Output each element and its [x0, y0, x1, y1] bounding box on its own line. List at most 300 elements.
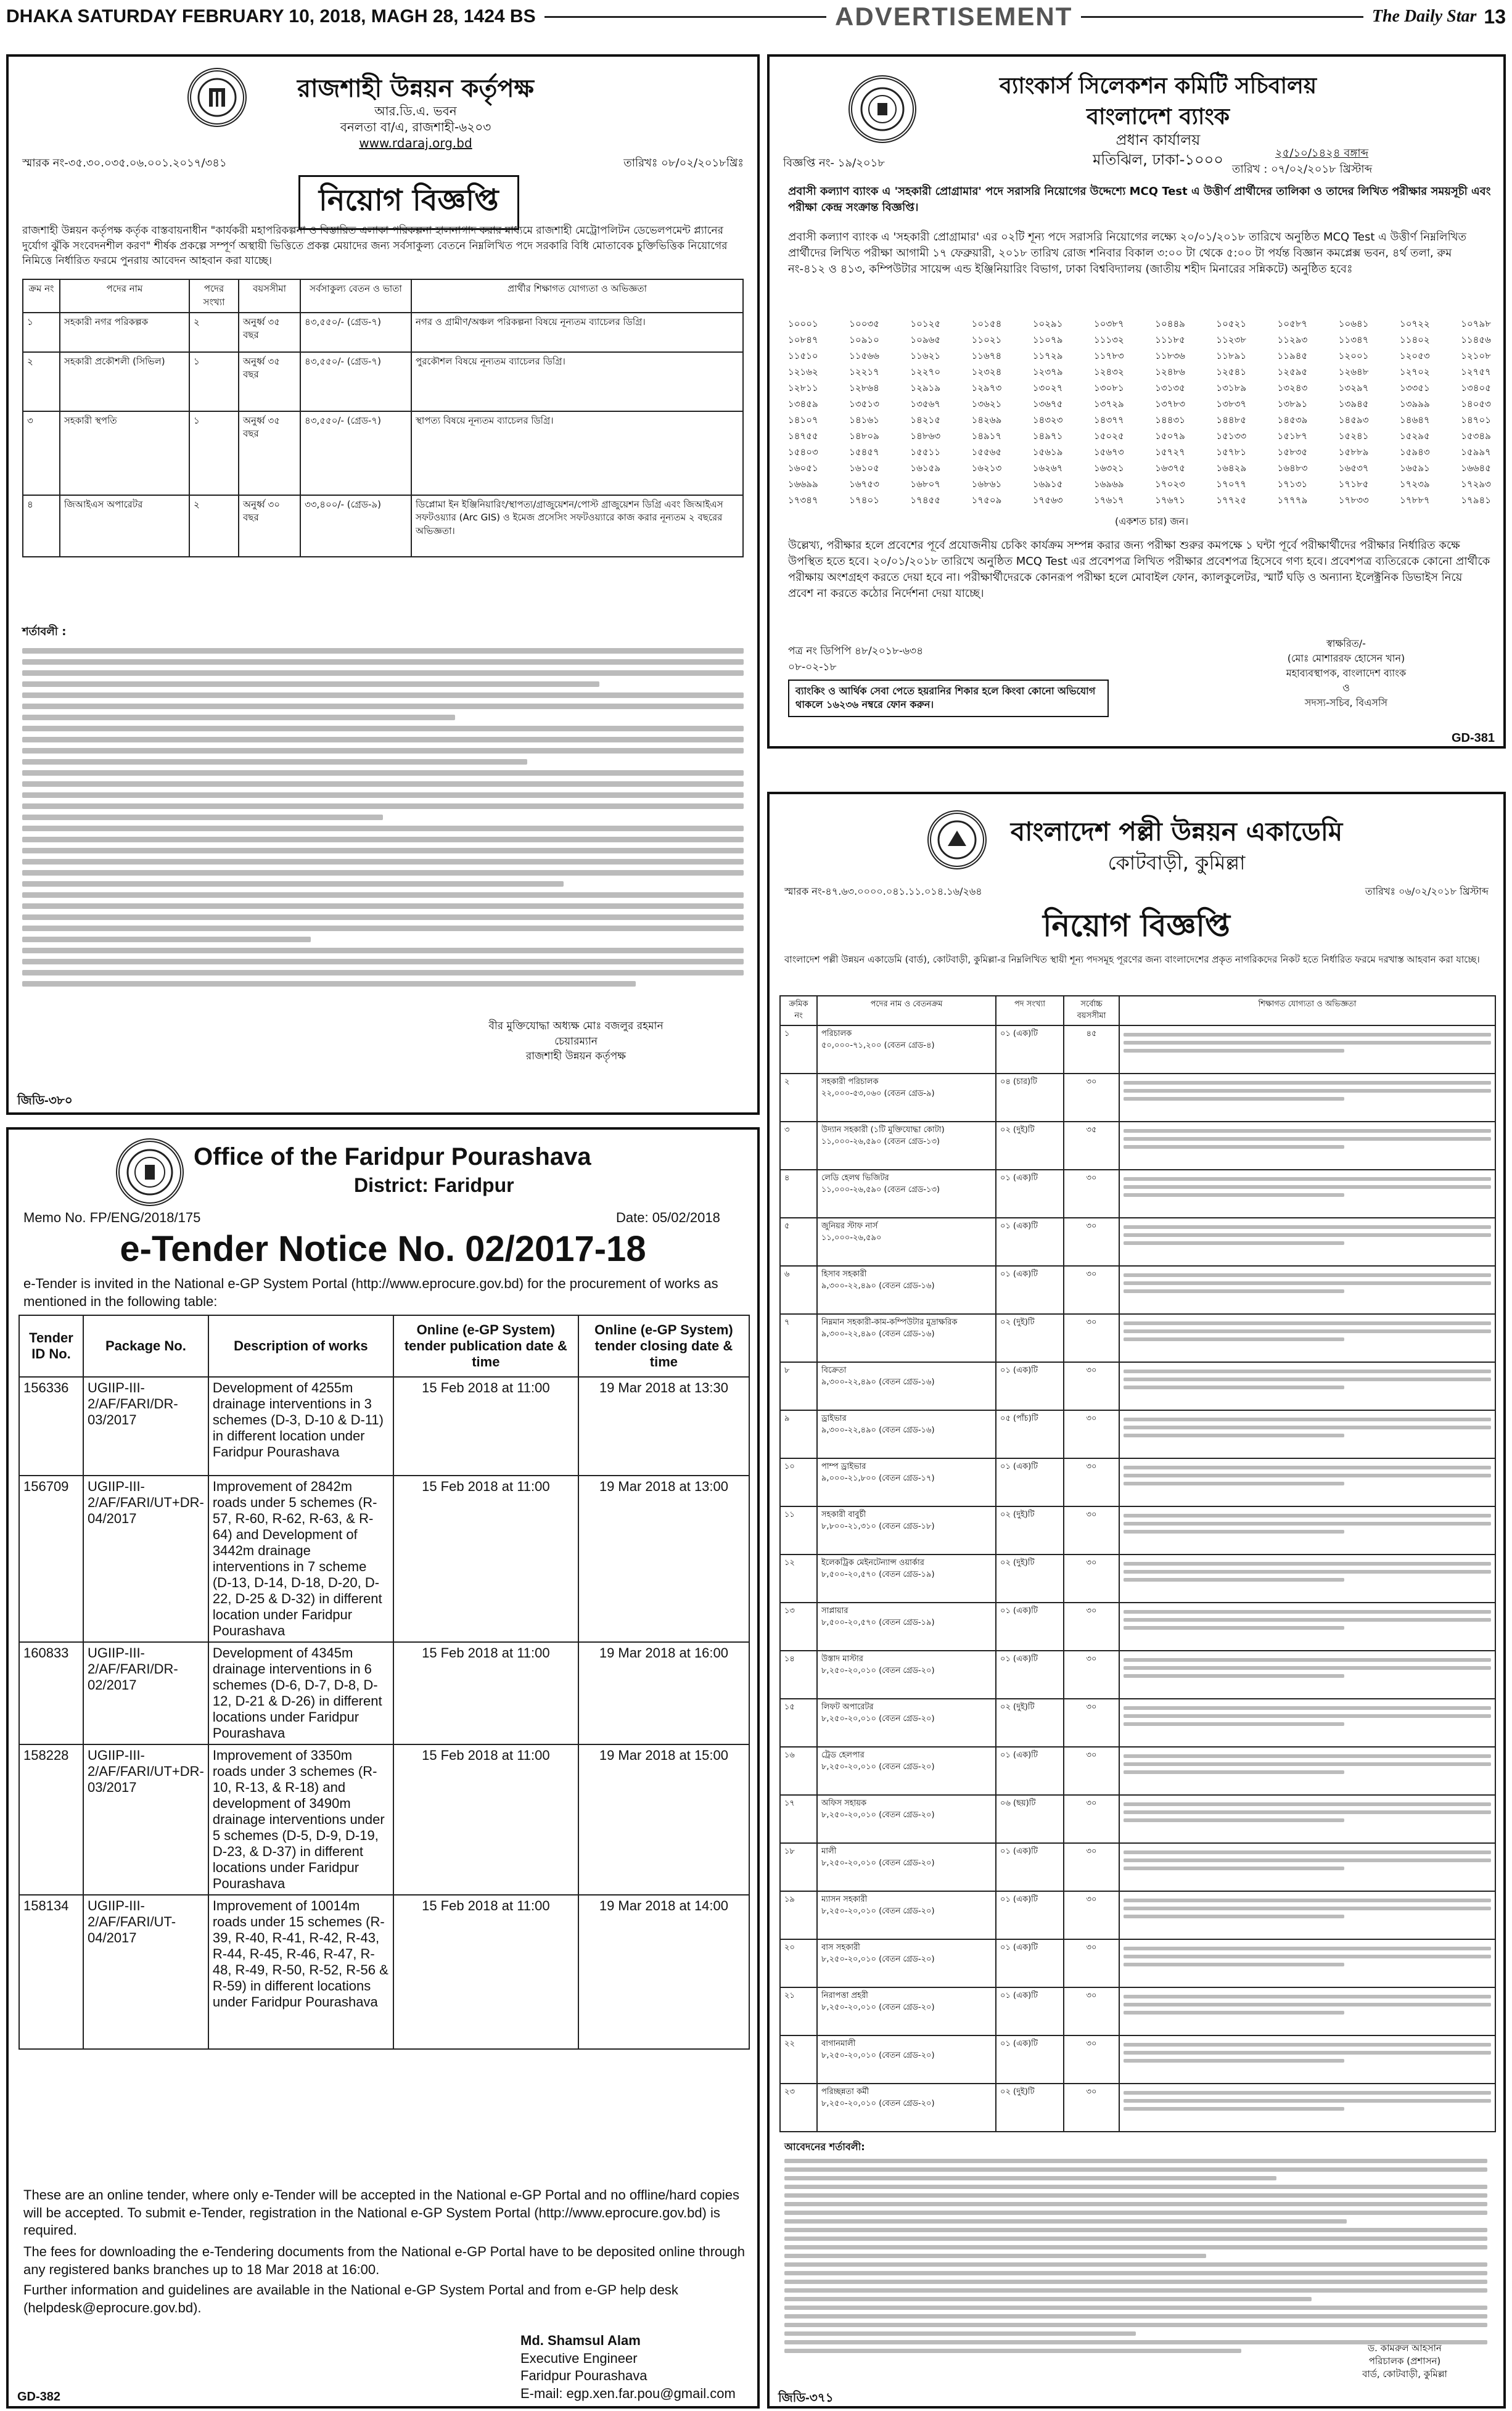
roll-number: ১১২৩৮	[1216, 334, 1247, 345]
table-row	[19, 1744, 749, 1895]
table-row	[19, 1377, 749, 1476]
signatory-title: Executive Engineer	[520, 2350, 638, 2366]
pay-scale: ৮,২৫০-২০,০১০ (বেতন গ্রেড-২০)	[821, 2050, 935, 2060]
qualification	[1119, 1699, 1495, 1747]
paper-name: The Daily Star	[1371, 7, 1477, 26]
roll-number: ১৫৯৪৩	[1399, 446, 1430, 458]
post-and-pay	[817, 1410, 996, 1458]
qualification	[1119, 1747, 1495, 1795]
roll-number: ১১১৩২	[1094, 334, 1124, 345]
post-count: ০১ (এক)টি	[996, 1218, 1064, 1266]
roll-row	[788, 348, 1491, 364]
bard-terms-text	[784, 2154, 1487, 2357]
age-limit: ৩০	[1064, 1170, 1119, 1218]
serial: ৫	[780, 1218, 817, 1266]
post-name: ইলেকট্রিক মেইনটেন্যান্স ওয়ার্কার	[821, 1558, 924, 1567]
post-name: লিফট অপারেটর	[821, 1702, 874, 1712]
qualification	[1119, 1939, 1495, 1987]
post-name: পরিচ্ছন্নতা কর্মী	[821, 2087, 869, 2097]
roll-row	[788, 364, 1491, 380]
post-count: ০১ (এক)টি	[996, 1651, 1064, 1699]
cell: ডিপ্লোমা ইন ইঞ্জিনিয়ারিং/স্থাপত্য/গ্রাজুয়েশন/পোস্ট গ্রাজুয়েশন ডিগ্রি এবং জিআইএস সফটওয়্যার (Arc GIS) ও ইমেজ প্রসেসিং সফটওয়্যারে কাজ করার নূন্যতম ২ বছরের অভিজ্ঞতা।	[411, 495, 743, 557]
signatory-org: রাজশাহী উন্নয়ন কর্তৃপক্ষ	[525, 1050, 627, 1063]
serial: ১৪	[780, 1651, 817, 1699]
post-name: উদ্যান সহকারী (১টি মুক্তিযোদ্ধা কোটা)	[821, 1125, 945, 1135]
post-count: ০২ (দুই)টি	[996, 1122, 1064, 1170]
age-limit: ৩০	[1064, 1939, 1119, 1987]
faridpur-note-1: These are an online tender, where only e-Tender will be accepted in the National e-GP Portal and no offline/hard copies will be accepted. To submit e-Tender, registration in the National e-GP System Portal (http://www.eprocure.gov.bd) is required.	[23, 2187, 740, 2238]
post-count: ০২ (দুই)টি	[996, 1506, 1064, 1555]
cell: ২	[189, 495, 239, 557]
publication-time: 15 Feb 2018 at 11:00	[393, 1476, 578, 1642]
bank-date: তারিখ : ০৭/০২/২০১৮ খ্রিস্টাব্দ	[1232, 163, 1373, 176]
roll-number: ১০৬৪১	[1338, 318, 1369, 329]
roll-number: ১৪৯৭১	[1032, 430, 1063, 442]
roll-row	[788, 332, 1491, 348]
package-no: UGIIP-III-2/AF/FARI/DR-02/2017	[83, 1642, 208, 1744]
roll-number: ১১৮৯১	[1216, 350, 1247, 361]
roll-number: ১৭১৮৫	[1338, 479, 1369, 490]
qualification	[1119, 1795, 1495, 1843]
cell: সহকারী স্থপতি	[60, 411, 189, 495]
post-count: ০১ (এক)টি	[996, 2035, 1064, 2084]
bard-notice-title: নিয়োগ বিজ্ঞপ্তি	[1043, 908, 1230, 943]
roll-number: ১৩৯৪৫	[1338, 398, 1369, 409]
roll-number: ১৭০৭৭	[1216, 479, 1247, 490]
roll-number: ১২৪৮৬	[1155, 366, 1185, 377]
rda-notice-title: নিয়োগ বিজ্ঞপ্তি	[298, 175, 519, 230]
post-name: নিরাপত্তা প্রহরী	[821, 1990, 868, 2000]
faridpur-intro: e-Tender is invited in the National e-GP System Portal (http://www.eprocure.gov.bd) for the procurement of works as mentioned in the following table:	[23, 1276, 718, 1309]
roll-number: ১৭৫০৯	[971, 495, 1002, 506]
post-and-pay	[817, 2035, 996, 2084]
table-row	[780, 1122, 1495, 1170]
roll-number: ১১৪০২	[1399, 334, 1430, 345]
bank-total-candidates: (একশত চার) জন।	[1115, 515, 1189, 527]
post-count: ০৬ (ছয়)টি	[996, 1795, 1064, 1843]
post-count: ০৫ (পাঁচ)টি	[996, 1410, 1064, 1458]
faridpur-note-2: The fees for downloading the e-Tendering documents from the National e-GP Portal have to be deposited online through any registered banks branches up to 18 Mar 2018 at 16:00.	[23, 2244, 745, 2277]
signatory-title: মহাব্যবস্থাপক, বাংলাদেশ ব্যাংক	[1286, 667, 1407, 679]
bank-committee-title: ব্যাংকার্স সিলেকশন কমিটি সচিবালয়	[999, 73, 1317, 99]
roll-number: ১০৫২১	[1216, 318, 1247, 329]
signatory-name: (মোঃ মোশাররফ হোসেন খান)	[1287, 652, 1405, 664]
post-count: ০২ (দুই)টি	[996, 2084, 1064, 2132]
cell: নগর ও গ্রামীণ/অঞ্চল পরিকল্পনা বিষয়ে নূন্যতম ব্যাচেলর ডিগ্রি।	[411, 313, 743, 352]
qualification	[1119, 1458, 1495, 1506]
roll-number: ১১২৯৩	[1277, 334, 1308, 345]
roll-number: ১২৭০২	[1399, 366, 1430, 377]
roll-number: ১৫৮৮৯	[1338, 446, 1369, 458]
roll-number: ১০১৫৪	[971, 318, 1002, 329]
table-header: Package No.	[83, 1315, 208, 1377]
roll-number: ১২৯৭৩	[971, 382, 1002, 393]
serial: ১৯	[780, 1891, 817, 1939]
faridpur-memo: Memo No. FP/ENG/2018/175	[23, 1210, 201, 1225]
roll-row	[788, 396, 1491, 412]
post-name: পরিচালক	[821, 1029, 852, 1038]
roll-number: ১০৩৮৭	[1094, 318, 1124, 329]
roll-number: ১২৭৫৭	[1461, 366, 1491, 377]
table-header: বয়সসীমা	[239, 279, 300, 313]
roll-number: ১৬৫৩৭	[1338, 462, 1369, 474]
roll-number: ১৩১৩৫	[1155, 382, 1185, 393]
rda-website-link[interactable]: www.rdaraj.org.bd	[359, 136, 472, 150]
roll-number: ১৭৪০১	[849, 495, 879, 506]
table-row	[780, 1747, 1495, 1795]
pay-scale: ৯,০০০-২১,৮০০ (বেতন গ্রেড-১৭)	[821, 1473, 935, 1483]
work-description: Improvement of 3350m roads under 3 schemes (R-10, R-13, & R-18) and development of 3490m drainage interventions under 5 schemes (D-5, D-9, D-19, D-23, & D-37) in different locations under Faridpur Pourashava	[208, 1744, 393, 1895]
table-row	[19, 1642, 749, 1744]
post-count: ০১ (এক)টি	[996, 1458, 1064, 1506]
pay-scale: ৮,২৫০-২০,০১০ (বেতন গ্রেড-২০)	[821, 1906, 935, 1916]
post-count: ০২ (দুই)টি	[996, 1555, 1064, 1603]
roll-number: ১০৫৮৭	[1277, 318, 1308, 329]
bank-date-bengali: ২৫/১০/১৪২৪ বঙ্গাব্দ	[1275, 147, 1369, 160]
age-limit: ৩০	[1064, 1458, 1119, 1506]
qualification	[1119, 1266, 1495, 1314]
qualification	[1119, 1074, 1495, 1122]
roll-number: ১৬৬৯৯	[788, 479, 818, 490]
table-row	[19, 1895, 749, 2049]
post-name: সহকারী পরিচালক	[821, 1077, 879, 1086]
roll-number: ১২৬৪৮	[1338, 366, 1369, 377]
pay-scale: ১১,০০০-২৬,৫৯০ (বেতন গ্রেড-১৩)	[821, 1185, 940, 1194]
pay-scale: ৯,৩০০-২২,৪৯০ (বেতন গ্রেড-১৬)	[821, 1377, 935, 1387]
post-count: ০৪ (চার)টি	[996, 1074, 1064, 1122]
bank-reference: পত্র নং ডিপিপি ৪৮/২০১৮-৬৩৪	[788, 645, 924, 657]
pay-scale: ৮,২৫০-২০,০১০ (বেতন গ্রেড-২০)	[821, 1858, 935, 1868]
cell: ৪৩,৫৫০/- (গ্রেড-৭)	[300, 411, 411, 495]
table-row	[780, 1843, 1495, 1891]
bangladesh-bank-logo-icon	[848, 75, 916, 143]
cell: অনুর্ধ্ব ৩০ বছর	[239, 495, 300, 557]
table-row	[780, 1795, 1495, 1843]
post-and-pay	[817, 1266, 996, 1314]
table-header: Tender ID No.	[19, 1315, 83, 1377]
table-row	[780, 1651, 1495, 1699]
post-and-pay	[817, 1218, 996, 1266]
tender-id: 158228	[19, 1744, 83, 1895]
bank-name: বাংলাদেশ ব্যাংক	[1086, 104, 1230, 129]
closing-time: 19 Mar 2018 at 14:00	[578, 1895, 749, 2049]
age-limit: ৩০	[1064, 1074, 1119, 1122]
bard-date: তারিখঃ ০৬/০২/২০১৮ খ্রিস্টাব্দ	[1365, 885, 1489, 897]
roll-row	[788, 428, 1491, 444]
roll-number: ১৭৭৭৯	[1277, 495, 1308, 506]
roll-number: ১৪৪৩১	[1155, 414, 1185, 425]
pay-scale: ১১,০০০-২৬,৫৯০	[821, 1233, 882, 1242]
signatory-name: ড. কামরুল আহসান	[1368, 2343, 1442, 2354]
roll-number: ১৫৪০৩	[788, 446, 818, 458]
roll-number: ১৭৮৮৭	[1400, 495, 1430, 506]
table-header: Online (e-GP System) tender closing date & time	[578, 1315, 749, 1377]
roll-number: ১৪২৬৯	[971, 414, 1002, 425]
age-limit: ৩০	[1064, 1843, 1119, 1891]
roll-number: ১৩৮৩৭	[1216, 398, 1247, 409]
work-description: Improvement of 2842m roads under 5 schemes (R-57, R-60, R-62, R-63, & R-64) and Development of 3442m drainage interventions in 7 scheme (D-13, D-14, D-18, D-20, D-22, D-25 & D-32) in different location under Faridpur Pourashava	[208, 1476, 393, 1642]
table-row	[780, 1699, 1495, 1747]
roll-number: ১০৯৬৫	[910, 334, 941, 345]
tender-id: 158134	[19, 1895, 83, 2049]
post-count: ০১ (এক)টি	[996, 1987, 1064, 2035]
table-row	[780, 2084, 1495, 2132]
roll-number: ১৫৫৬৫	[971, 446, 1002, 458]
roll-number: ১৩২৯৭	[1338, 382, 1369, 393]
table-header: প্রার্থীর শিক্ষাগত যোগ্যতা ও অভিজ্ঞতা	[411, 279, 743, 313]
post-count: ০২ (দুই)টি	[996, 1314, 1064, 1362]
roll-number: ১১৭৮৩	[1093, 350, 1124, 361]
roll-number: ১০৯১০	[849, 334, 879, 345]
cell: পুরকৌশল বিষয়ে নূন্যতম ব্যাচেলর ডিগ্রি।	[411, 352, 743, 411]
post-name: ম্যাসন সহকারী	[821, 1894, 868, 1904]
table-header: পদের সংখ্যা	[189, 279, 239, 313]
table-header: ক্রম নং	[23, 279, 60, 313]
roll-number: ১৩০২৭	[1032, 382, 1063, 393]
cell: সহকারী নগর পরিকল্পক	[60, 313, 189, 352]
roll-number: ১১৬৭৪	[971, 350, 1002, 361]
post-and-pay	[817, 1170, 996, 1218]
post-and-pay	[817, 1362, 996, 1410]
roll-number: ১৫৪৫৭	[849, 446, 879, 458]
qualification	[1119, 1987, 1495, 2035]
package-no: UGIIP-III-2/AF/FARI/DR-03/2017	[83, 1377, 208, 1476]
age-limit: ৩০	[1064, 1795, 1119, 1843]
rda-logo-icon	[187, 68, 247, 127]
table-row	[19, 1476, 749, 1642]
roll-row	[788, 316, 1491, 332]
qualification	[1119, 1122, 1495, 1170]
roll-number: ১৬৬৪৫	[1461, 462, 1491, 474]
roll-number: ১৭৩৪৭	[788, 495, 818, 506]
pay-scale: ৮,২৫০-২০,০১০ (বেতন গ্রেড-২০)	[821, 1666, 935, 1675]
roll-number: ১১১৮৫	[1155, 334, 1185, 345]
rda-date: তারিখঃ ০৮/০২/২০১৮খ্রিঃ	[623, 157, 744, 170]
signature-mark: স্বাক্ষরিত/-	[1326, 638, 1366, 649]
roll-number: ১৩৪০৫	[1461, 382, 1491, 393]
roll-row	[788, 460, 1491, 476]
post-count: ০১ (এক)টি	[996, 1266, 1064, 1314]
cell: ৪	[23, 495, 60, 557]
cell: ৩৩,৪০০/- (গ্রেড-৯)	[300, 495, 411, 557]
post-count: ০১ (এক)টি	[996, 1843, 1064, 1891]
roll-number: ১২৩৭৯	[1032, 366, 1063, 377]
roll-number: ১৪৭৫৫	[788, 430, 818, 442]
signatory-org: Faridpur Pourashava	[520, 2368, 647, 2384]
qualification	[1119, 1555, 1495, 1603]
post-and-pay	[817, 1603, 996, 1651]
post-name: হিসাব সহকারী	[821, 1269, 867, 1279]
signatory-title: পরিচালক (প্রশাসন)	[1368, 2356, 1441, 2367]
faridpur-district: District: Faridpur	[354, 1174, 514, 1196]
issue-date: DHAKA SATURDAY FEBRUARY 10, 2018, MAGH 28, 1424 BS	[6, 6, 536, 27]
roll-number: ১৬০৫১	[788, 462, 818, 474]
cell: ৩	[23, 411, 60, 495]
roll-number: ১৩৭২৯	[1094, 398, 1124, 409]
roll-number-grid	[788, 316, 1491, 508]
roll-number: ১০৭২২	[1400, 318, 1430, 329]
roll-row	[788, 476, 1491, 492]
roll-number: ১১৫৬৬	[849, 350, 879, 361]
publication-time: 15 Feb 2018 at 11:00	[393, 1895, 578, 2049]
bank-ad-code: GD-381	[1451, 731, 1495, 745]
cell: ২	[189, 313, 239, 352]
tender-id: 156336	[19, 1377, 83, 1476]
cell: ১	[23, 313, 60, 352]
publication-time: 15 Feb 2018 at 11:00	[393, 1744, 578, 1895]
roll-number: ১৭২৯৩	[1461, 479, 1491, 490]
masthead	[6, 0, 1506, 33]
roll-number: ১০১২৫	[910, 318, 941, 329]
roll-number: ১১০৭৯	[1032, 334, 1063, 345]
cell: জিআইএস অপারেটর	[60, 495, 189, 557]
post-name: ট্রেড হেলপার	[821, 1750, 865, 1760]
roll-number: ১১৭২৯	[1032, 350, 1063, 361]
roll-row	[788, 412, 1491, 428]
table-row	[780, 1314, 1495, 1362]
roll-number: ১৬৪৮৩	[1277, 462, 1308, 474]
post-and-pay	[817, 2084, 996, 2132]
rda-intro: রাজশাহী উন্নয়ন কর্তৃপক্ষ কর্তৃক বাস্তবায়নাধীন "কার্যকরী মহাপরিকল্পনা ও বিস্তারিত এলাকা পরিকল্পনা হালনাগাদ করার মাধ্যমে রাজশাহী মেট্রোপলিটন ডেভেলপমেন্ট প্ল্যানের দুর্যোগ ঝুঁকি সংবেদনশীল করণ" শীর্ষক প্রকল্পে সম্পূর্ণ অস্থায়ী ভিত্তিতে প্রকল্প মেয়াদের জন্য সর্বসাকুল্য বেতনে নিম্নলিখিত পদে সরকারি বিধি মোতাবেক চুক্তিভিত্তিক নিয়োগের নিমিত্তে নির্ধারিত ফরমে পুনরায় আবেদন আহবান করা যাচ্ছে।	[22, 224, 728, 268]
roll-number: ১৪৫৯৩	[1338, 414, 1369, 425]
roll-number: ১২৫৯৫	[1277, 366, 1308, 377]
bank-address: মতিঝিল, ঢাকা-১০০০	[1093, 151, 1223, 168]
serial: ৪	[780, 1170, 817, 1218]
age-limit: ৩০	[1064, 1987, 1119, 2035]
contact-email[interactable]: E-mail: egp.xen.far.pou@gmail.com	[520, 2385, 736, 2401]
roll-number: ১০৭৯৮	[1461, 318, 1491, 329]
tender-id: 160833	[19, 1642, 83, 1744]
post-count: ০২ (দুই)টি	[996, 1699, 1064, 1747]
roll-number: ১২০৫৩	[1399, 350, 1430, 361]
work-description: Improvement of 10014m roads under 15 schemes (R-39, R-40, R-41, R-42, R-43, R-44, R-45, R-46, R-47, R-48, R-49, R-50, R-52, R-56 & R-59) in different locations under Faridpur Pourashava	[208, 1895, 393, 2049]
table-row	[780, 1987, 1495, 2035]
roll-number: ১৭৬১৭	[1094, 495, 1124, 506]
roll-number: ১৫২৯৫	[1400, 430, 1430, 442]
roll-number: ১০০৩৫	[849, 318, 879, 329]
rda-advertisement	[6, 54, 760, 1115]
section-title: ADVERTISEMENT	[835, 2, 1073, 31]
serial: ৭	[780, 1314, 817, 1362]
roll-number: ১৪৬৪৭	[1400, 414, 1430, 425]
roll-number: ১২৫৪১	[1216, 366, 1247, 377]
rda-vacancy-table	[22, 279, 744, 557]
post-name: অফিস সহায়ক	[821, 1798, 867, 1808]
serial: ২০	[780, 1939, 817, 1987]
table-header: Online (e-GP System) tender publication date & time	[393, 1315, 578, 1377]
faridpur-signature	[520, 2332, 755, 2402]
roll-number: ১৩৯৯৯	[1400, 398, 1430, 409]
roll-number: ১৬১০৫	[849, 462, 879, 474]
table-row	[780, 1458, 1495, 1506]
roll-number: ১৪৩২৩	[1032, 414, 1063, 425]
serial: ১১	[780, 1506, 817, 1555]
bard-logo-icon	[927, 810, 987, 869]
roll-number: ১৫০২৫	[1093, 430, 1124, 442]
post-name: বিক্রেতা	[821, 1365, 847, 1375]
roll-number: ১৫৭২৭	[1155, 446, 1185, 458]
post-and-pay	[817, 1555, 996, 1603]
roll-number: ১৩৮৯১	[1277, 398, 1308, 409]
roll-number: ১৬৮৬১	[971, 479, 1002, 490]
qualification	[1119, 1314, 1495, 1362]
roll-number: ১২৮১১	[788, 382, 818, 393]
roll-number: ১৩৬৭৫	[1032, 398, 1063, 409]
rda-memo: স্মারক নং-৩৫.৩০.০৩৫.০৬.০০১.২০১৭/৩৪১	[22, 157, 227, 170]
roll-number: ১৪৩৭৭	[1094, 414, 1124, 425]
roll-number: ১০২৯১	[1032, 318, 1063, 329]
serial: ২	[780, 1074, 817, 1122]
roll-number: ১৪৮৬৩	[910, 430, 941, 442]
pourashava-logo-icon	[116, 1138, 184, 1206]
table-row	[23, 411, 743, 495]
cell: সহকারী প্রকৌশলী (সিভিল)	[60, 352, 189, 411]
roll-number: ১৫৮৩৫	[1277, 446, 1308, 458]
roll-number: ১৭৬৭১	[1155, 495, 1185, 506]
age-limit: ৩০	[1064, 1362, 1119, 1410]
serial: ১৮	[780, 1843, 817, 1891]
qualification	[1119, 1362, 1495, 1410]
qualification	[1119, 1170, 1495, 1218]
bard-intro: বাংলাদেশ পল্লী উন্নয়ন একাডেমি (বার্ড), কোটবাড়ী, কুমিল্লা-র নিম্নলিখিত স্থায়ী শূন্য পদসমূহ পূরণের জন্য বাংলাদেশের প্রকৃত নাগরিকদের নিকট হতে নির্ধারিত ফরমে দরখাস্ত আহবান করা যাচ্ছে।	[784, 954, 1480, 965]
post-and-pay	[817, 1506, 996, 1555]
rda-address-1: আর.ডি.এ. ভবন	[374, 104, 457, 118]
serial: ২১	[780, 1987, 817, 2035]
roll-number: ১১৪৫৬	[1461, 334, 1491, 345]
roll-number: ১৭১৩১	[1277, 479, 1308, 490]
signatory-name: বীর মুক্তিযোদ্ধা অধ্যক্ষ মোঃ বজলুর রহমান	[488, 1020, 664, 1032]
roll-number: ১২৯১৯	[910, 382, 941, 393]
roll-number: ১৪১৬১	[849, 414, 879, 425]
post-and-pay	[817, 1314, 996, 1362]
roll-row	[788, 380, 1491, 396]
roll-number: ১০০০১	[788, 318, 818, 329]
bank-reference-date: ০৮-০২-১৮	[788, 661, 837, 673]
table-header: পদের নাম ও বেতনক্রম	[817, 996, 996, 1025]
bank-advertisement	[767, 54, 1506, 749]
age-limit: ৪৫	[1064, 1025, 1119, 1074]
serial: ১২	[780, 1555, 817, 1603]
package-no: UGIIP-III-2/AF/FARI/UT+DR-04/2017	[83, 1476, 208, 1642]
qualification	[1119, 1410, 1495, 1458]
roll-number: ১৬৭৫৩	[849, 479, 879, 490]
bank-signature	[1201, 636, 1491, 710]
qualification	[1119, 1218, 1495, 1266]
rda-ad-code: জিডি-৩৮০	[17, 1094, 73, 1107]
bank-body: প্রবাসী কল্যাণ ব্যাংক এ 'সহকারী প্রোগ্রামার' এর ০২টি শূন্য পদে সরাসরি নিয়োগের লক্ষ্যে ২০/০১/২০১৮ তারিখে অনুষ্ঠিত MCQ Test এ উত্তীর্ণ নিম্নলিখিত প্রার্থীদের লিখিত পরীক্ষা আগামী ১৭ ফেব্রুয়ারী, ২০১৮ তারিখ রোজ শনিবার বিকাল ৩:০০ টা থেকে ৫:০০ টা পর্যন্ত বিজ্ঞান কমপ্লেক্স ভবন, ৪র্থ তলা, রুম নং-৪১২ ও ৪১৩, কম্পিউটার সায়েন্স এন্ড ইঞ্জিনিয়ারিং বিভাগ, ঢাকা বিশ্ববিদ্যালয় (জাতীয় শহীদ মিনারের সন্নিকটে) অনুষ্ঠিত হবেঃ	[788, 231, 1467, 276]
age-limit: ৩০	[1064, 1747, 1119, 1795]
cell: ৪৩,৫৫০/- (গ্রেড-৭)	[300, 352, 411, 411]
age-limit: ৩০	[1064, 1651, 1119, 1699]
serial: ৮	[780, 1362, 817, 1410]
bank-office: প্রধান কার্যালয়	[1116, 131, 1201, 149]
bard-org-name: বাংলাদেশ পল্লী উন্নয়ন একাডেমি	[1010, 816, 1343, 847]
roll-number: ১৬১৫৯	[910, 462, 941, 474]
table-row	[780, 1170, 1495, 1218]
pay-scale: ৮,২৫০-২০,০১০ (বেতন গ্রেড-২০)	[821, 1954, 935, 1964]
pay-scale: ৮,২৫০-২০,০১০ (বেতন গ্রেড-২০)	[821, 1762, 935, 1772]
roll-number: ১৩৫১৩	[849, 398, 879, 409]
publication-time: 15 Feb 2018 at 11:00	[393, 1642, 578, 1744]
roll-number: ১৪৮০৯	[849, 430, 879, 442]
faridpur-notice-title: e-Tender Notice No. 02/2017-18	[120, 1229, 646, 1269]
post-name: লেডি হেলথ ভিজিটর	[821, 1173, 889, 1183]
rda-org-name: রাজশাহী উন্নয়ন কর্তৃপক্ষ	[297, 75, 534, 103]
roll-number: ১৩০৮১	[1094, 382, 1124, 393]
roll-number: ১২৩২৪	[971, 366, 1002, 377]
roll-number: ১২১০৮	[1461, 350, 1491, 361]
roll-number: ১৭২৩৯	[1399, 479, 1430, 490]
